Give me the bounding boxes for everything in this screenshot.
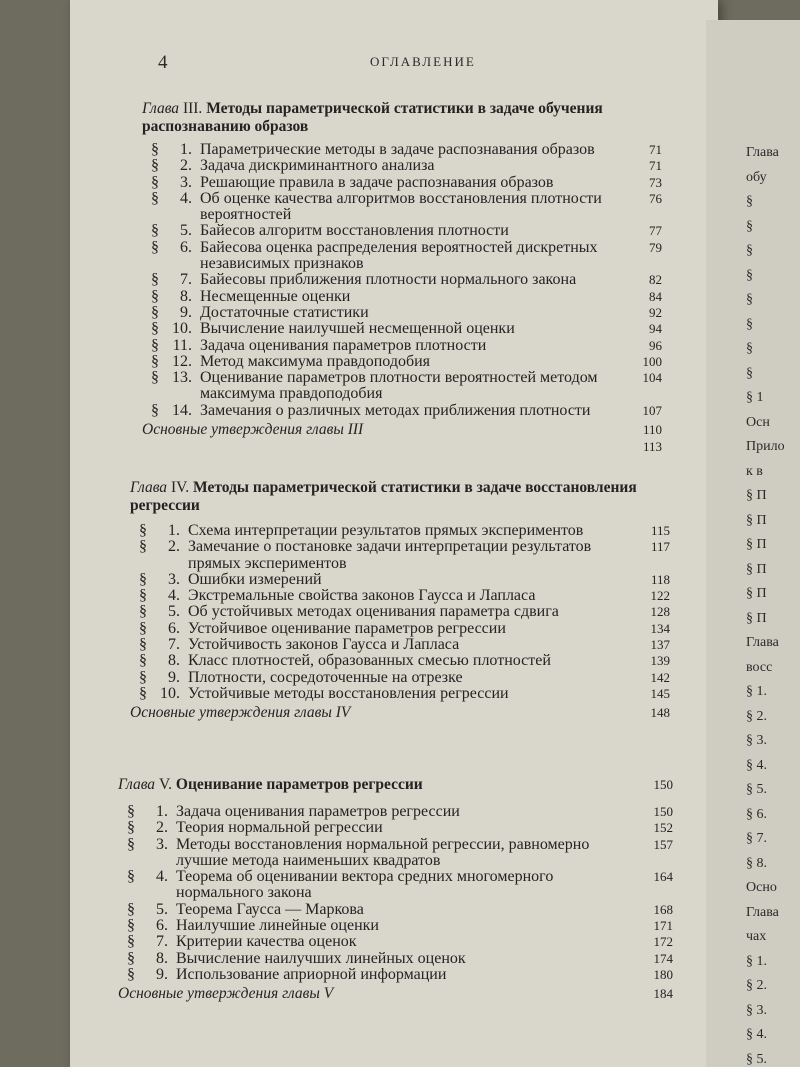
running-head: ОГЛАВЛЕНИЕ [370,54,476,69]
toc-entry [130,637,670,653]
section-title: Задача дискриминантного анализа [200,157,435,175]
section-sign: § [127,965,135,983]
section-sign: § [139,603,147,621]
toc-entry [142,240,662,273]
right-page-fragment: Осно [746,880,777,895]
chapter-title: Методы параметрической статистики в задаче обучения распознаванию образов [142,100,603,135]
chapter-title: Методы параметрической статистики в задаче восстановления регрессии [130,479,637,514]
section-number: 7. [156,933,168,951]
chapter-5 [118,776,673,1003]
section-number: 14. [172,401,192,419]
section-number: 8. [168,652,180,670]
toc-entry [130,621,670,637]
section-number: 3. [180,173,192,191]
section-page: 152 [653,820,673,836]
chapter-summary [130,704,670,722]
section-sign: § [151,141,159,158]
section-title: Замечание о постановке задачи интерпретации результатов прямых экспериментов [188,538,592,572]
section-page: 115 [650,523,670,538]
section-number: 8. [180,287,192,305]
toc-entry [118,869,673,902]
section-title: Параметрические методы в задаче распознавания образов [200,141,595,158]
extra-page: 113 [642,439,662,455]
right-page-fragment: § 5. [746,1051,767,1067]
toc-entry [130,686,670,702]
right-page-fragment: § [746,243,753,258]
section-sign: § [151,303,159,321]
toc-entry [130,523,670,539]
section-title: Задача оценивания параметров регрессии [176,803,460,820]
section-sign: § [127,900,135,918]
section-number: 8. [156,949,168,967]
section-number: 1. [180,141,192,158]
right-page-fragment: § П [746,586,767,601]
section-page: 76 [649,190,662,206]
section-number: 11. [172,336,192,354]
section-page: 164 [653,869,673,885]
section-page: 171 [653,918,673,934]
section-title: Теорема Гаусса — Маркова [176,900,364,918]
toc-entry [130,604,670,620]
chapter-summary [118,985,673,1003]
section-number: 5. [180,222,192,240]
section-sign: § [151,287,159,305]
right-page-fragment: § [746,365,753,381]
section-page: 107 [642,402,662,418]
chapter-label: Глава [142,100,180,117]
toc-entry [142,223,662,239]
right-page-fragment: § 4. [746,757,767,773]
section-list [130,523,670,702]
section-sign: § [151,173,159,191]
section-page: 117 [650,539,670,555]
toc-entry [142,191,662,224]
section-number: 4. [168,587,180,605]
section-title: Экстремальные свойства законов Гаусса и Лапласа [188,587,536,605]
section-sign: § [151,401,159,419]
right-page-fragment: чах [746,929,767,944]
section-title: Плотности, сосредоточенные на отрезке [188,668,463,686]
section-title: Класс плотностей, образованных смесью плотностей [188,652,551,670]
section-number: 13. [172,369,192,387]
summary-page: 148 [650,705,670,721]
section-page: 157 [653,836,673,852]
toc-entry [118,837,673,870]
right-page-fragment: Глава [746,145,779,160]
toc-entry [142,175,662,191]
chapter-roman: V. [158,776,173,793]
section-title: Теорема об оценивании вектора средних многомерного нормального закона [176,868,554,902]
section-number: 9. [180,303,192,321]
section-title: Оценивание параметров плотности вероятностей методом максимума правдоподобия [200,369,598,403]
toc-entry [142,142,662,158]
page-number: 4 [158,52,168,73]
section-page: 172 [653,934,673,950]
summary-page: 110 [642,422,662,438]
section-title: Несмещенные оценки [200,287,351,305]
section-sign: § [139,538,147,556]
right-page-fragment: обу [746,169,767,185]
section-page: 134 [650,620,670,636]
section-sign: § [139,587,147,605]
section-title: Об устойчивых методах оценивания параметра сдвига [188,603,559,621]
section-title: Замечания о различных методах приближения плотности [200,401,591,419]
section-page: 122 [650,588,670,604]
section-sign: § [127,933,135,951]
summary-label: Основные утверждения главы IV [130,704,351,722]
toc-entry [118,820,673,836]
section-sign: § [127,949,135,967]
section-sign: § [127,819,135,837]
right-page-fragment: § П [746,512,767,528]
section-number: 4. [180,189,192,207]
chapter-summary [142,421,662,439]
summary-label: Основные утверждения главы III [142,421,364,439]
section-number: 5. [156,900,168,918]
section-title: Критерии качества оценок [176,933,357,951]
toc-entry [118,934,673,950]
right-page-fragment: Осн [746,414,770,430]
right-page-fragment: § 3. [746,1002,767,1018]
section-sign: § [127,868,135,886]
section-number: 9. [168,668,180,686]
right-page-fragment: § [746,218,753,234]
right-page-fragment: § 5. [746,782,767,797]
toc-entry [130,670,670,686]
right-page [706,20,800,1067]
section-page: 73 [649,174,662,190]
right-page-fragment: § [746,316,753,332]
section-title: Использование априорной информации [176,965,447,983]
right-page-fragment: Глава [746,904,779,920]
section-title: Наилучшие линейные оценки [176,917,379,935]
section-number: 6. [156,917,168,935]
right-page-fragment: § 8. [746,855,767,871]
section-title: Устойчивые методы восстановления регрессии [188,684,509,702]
right-page-fragment: Прило [746,439,785,454]
section-sign: § [151,238,159,256]
section-title: Вычисление наилучших линейных оценок [176,949,466,967]
section-page: 96 [649,337,662,353]
section-sign: § [139,619,147,637]
chapter-roman: IV. [170,479,190,496]
toc-entry [130,653,670,669]
section-sign: § [139,668,147,686]
toc-entry [142,338,662,354]
section-page: 180 [653,966,673,982]
section-number: 12. [172,352,192,370]
section-number: 2. [180,157,192,175]
right-page-fragment: § 2. [746,708,767,724]
section-page: 168 [653,901,673,917]
toc-entry [142,321,662,337]
section-number: 6. [168,619,180,637]
section-title: Схема интерпретации результатов прямых экспериментов [188,522,584,539]
section-page: 71 [649,142,662,157]
summary-label: Основные утверждения главы V [118,985,334,1003]
section-page: 77 [649,223,662,239]
section-title: Байесовы приближения плотности нормального закона [200,271,577,289]
right-page-fragment: § [746,341,753,356]
toc-entry [118,902,673,918]
section-page: 79 [649,239,662,255]
section-number: 10. [172,320,192,338]
right-page-fragment: § 1 [746,390,764,405]
section-title: Теория нормальной регрессии [176,819,383,837]
section-page: 150 [653,804,673,819]
right-page-fragment: § 1. [746,953,767,969]
section-number: 4. [156,868,168,886]
section-title: Достаточные статистики [200,303,369,321]
toc-entry [118,967,673,983]
section-sign: § [127,835,135,853]
toc-entry [118,918,673,934]
right-page-fragment: § 7. [746,831,767,846]
section-sign: § [151,336,159,354]
section-title: Ошибки измерений [188,570,322,588]
section-sign: § [151,189,159,207]
section-sign: § [127,917,135,935]
section-number: 2. [168,538,180,556]
toc-entry [142,272,662,288]
chapter-heading [130,479,670,515]
section-sign: § [139,522,147,539]
section-title: Метод максимума правдоподобия [200,352,431,370]
chapter-title-page: 150 [653,777,673,792]
right-page-fragment: § П [746,610,767,626]
section-title: Методы восстановления нормальной регрессии, равномерно лучшие метода наименьших квадратов [176,835,590,869]
section-number: 1. [156,803,168,820]
section-sign: § [139,636,147,654]
section-title: Об оценке качества алгоритмов восстановления плотности вероятностей [200,189,602,224]
section-page: 145 [650,685,670,701]
section-sign: § [139,570,147,588]
right-page-fragment: § 2. [746,978,767,993]
right-page-fragment: § 3. [746,733,767,748]
toc-entry [130,588,670,604]
section-page: 128 [650,604,670,620]
section-page: 84 [649,288,662,304]
section-number: 7. [168,636,180,654]
section-number: 5. [168,603,180,621]
section-sign: § [151,157,159,175]
right-page-fragment: § [746,267,753,283]
section-title: Устойчивость законов Гаусса и Лапласа [188,636,460,654]
right-page-fragment: восс [746,659,773,675]
section-number: 9. [156,965,168,983]
section-sign: § [151,352,159,370]
section-number: 3. [156,835,168,853]
section-sign: § [151,320,159,338]
chapter-4 [130,479,670,722]
chapter-label: Глава [130,479,168,496]
right-page-fragment: к в [746,463,763,479]
section-page: 71 [649,158,662,174]
summary-page: 184 [653,986,673,1002]
chapter-roman: III. [182,100,203,117]
toc-entry [142,354,662,370]
section-list [142,142,662,419]
toc-entry [142,158,662,174]
chapter-title: Оценивание параметров регрессии [175,776,423,793]
section-page: 82 [649,272,662,288]
toc-entry [130,572,670,588]
page-header [158,52,678,76]
right-page-fragment: § 6. [746,806,767,822]
right-page-fragment: § П [746,537,767,552]
section-page: 104 [642,370,662,386]
chapter-3 [142,100,662,455]
section-page: 174 [653,950,673,966]
section-title: Устойчивое оценивание параметров регрессии [188,619,506,637]
section-sign: § [151,271,159,289]
right-page-fragment: Глава [746,635,779,650]
toc-entry [142,289,662,305]
section-title: Решающие правила в задаче распознавания образов [200,173,554,191]
section-page: 118 [650,571,670,587]
section-page: 142 [650,669,670,685]
right-page-fragment: § [746,194,753,209]
right-page-fragment: § П [746,561,767,577]
section-title: Вычисление наилучшей несмещенной оценки [200,320,515,338]
toc-entry [142,370,662,403]
section-sign: § [151,222,159,240]
chapter-heading [142,100,662,136]
toc-entry [130,539,670,572]
section-sign: § [139,652,147,670]
section-page: 137 [650,637,670,653]
section-sign: § [151,369,159,387]
section-number: 6. [180,238,192,256]
section-sign: § [127,803,135,820]
toc-entry [118,804,673,820]
section-number: 3. [168,570,180,588]
right-page-fragment: § П [746,488,767,503]
toc-entry [142,403,662,419]
toc-entry [118,951,673,967]
toc-entry [142,305,662,321]
section-page: 94 [649,321,662,337]
section-page: 139 [650,653,670,669]
section-number: 1. [168,522,180,539]
section-title: Задача оценивания параметров плотности [200,336,487,354]
section-page: 100 [642,353,662,369]
section-list [118,804,673,983]
chapter-label: Глава [118,776,156,793]
right-page-fragment: § 4. [746,1027,767,1042]
right-page-fragment: § 1. [746,684,767,699]
section-number: 2. [156,819,168,837]
right-page-fragment: § [746,292,753,307]
section-title: Байесов алгоритм восстановления плотности [200,222,509,240]
chapter-heading [118,776,673,794]
section-sign: § [139,684,147,702]
section-number: 7. [180,271,192,289]
section-page: 92 [649,304,662,320]
section-number: 10. [160,684,180,702]
section-title: Байесова оценка распределения вероятностей дискретных независимых признаков [200,238,598,273]
